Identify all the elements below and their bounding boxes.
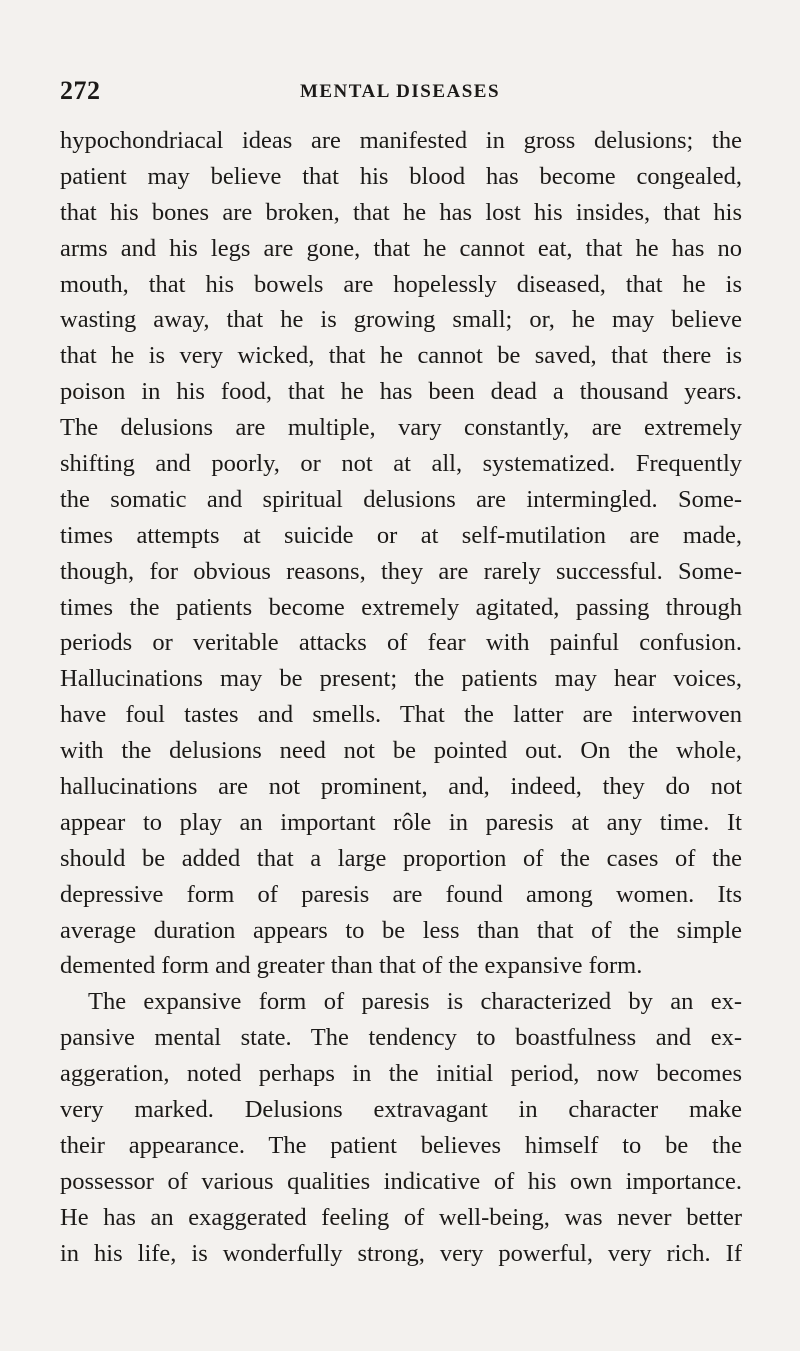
text-line: should be added that a large proportion of the cases of the [60, 844, 742, 872]
text-line: aggeration, noted perhaps in the initial period, now becomes [60, 1060, 742, 1088]
text-line: the somatic and spiritual delusions are intermingled. Some- [60, 485, 742, 513]
text-line: that he is very wicked, that he cannot be saved, that there is [60, 342, 742, 370]
text-line: average duration appears to be less than that of the simple [60, 916, 742, 944]
text-line: arms and his legs are gone, that he cannot eat, that he has no [60, 234, 742, 262]
text-line: wasting away, that he is growing small; or, he may believe [60, 306, 742, 334]
text-line: depressive form of paresis are found among women. Its [60, 880, 742, 908]
text-line: periods or veritable attacks of fear with painful confusion. [60, 629, 742, 657]
text-line: patient may believe that his blood has become congealed, [60, 162, 742, 190]
text-line: He has an exaggerated feeling of well-being, was never better [60, 1203, 742, 1231]
text-line: that his bones are broken, that he has lost his insides, that his [60, 198, 742, 226]
text-line: times attempts at suicide or at self-mutilation are made, [60, 521, 742, 549]
text-line: though, for obvious reasons, they are rarely successful. Some- [60, 557, 742, 585]
text-line: shifting and poorly, or not at all, systematized. Frequently [60, 450, 742, 478]
text-line: demented form and greater than that of the expansive form. [60, 952, 643, 980]
text-line: appear to play an important rôle in paresis at any time. It [60, 808, 742, 836]
running-head [60, 76, 740, 106]
running-title: MENTAL DISEASES [299, 81, 501, 102]
text-line: poison in his food, that he has been dead a thousand years. [60, 378, 742, 406]
text-line: with the delusions need not be pointed out. On the whole, [60, 737, 742, 765]
text-line: mouth, that his bowels are hopelessly diseased, that he is [60, 270, 742, 298]
text-line: pansive mental state. The tendency to boastfulness and ex- [60, 1024, 742, 1052]
text-line: Hallucinations may be present; the patients may hear voices, [60, 665, 742, 693]
paragraph-first-line: The expansive form of paresis is characterized by an ex- [88, 988, 742, 1016]
text-line: hallucinations are not prominent, and, indeed, they do not [60, 773, 742, 801]
text-line: in his life, is wonderfully strong, very powerful, very rich. If [60, 1239, 742, 1267]
page-number: 272 [60, 76, 101, 105]
text-line: their appearance. The patient believes himself to be the [60, 1131, 742, 1159]
text-line: times the patients become extremely agitated, passing through [60, 593, 742, 621]
text-line: have foul tastes and smells. That the latter are interwoven [60, 701, 742, 729]
text-line: hypochondriacal ideas are manifested in gross delusions; the [60, 127, 742, 154]
text-line: very marked. Delusions extravagant in character make [60, 1096, 742, 1124]
body-text [60, 123, 742, 1272]
text-line: possessor of various qualities indicative of his own importance. [60, 1167, 742, 1195]
text-line: The delusions are multiple, vary constantly, are extremely [60, 414, 742, 442]
